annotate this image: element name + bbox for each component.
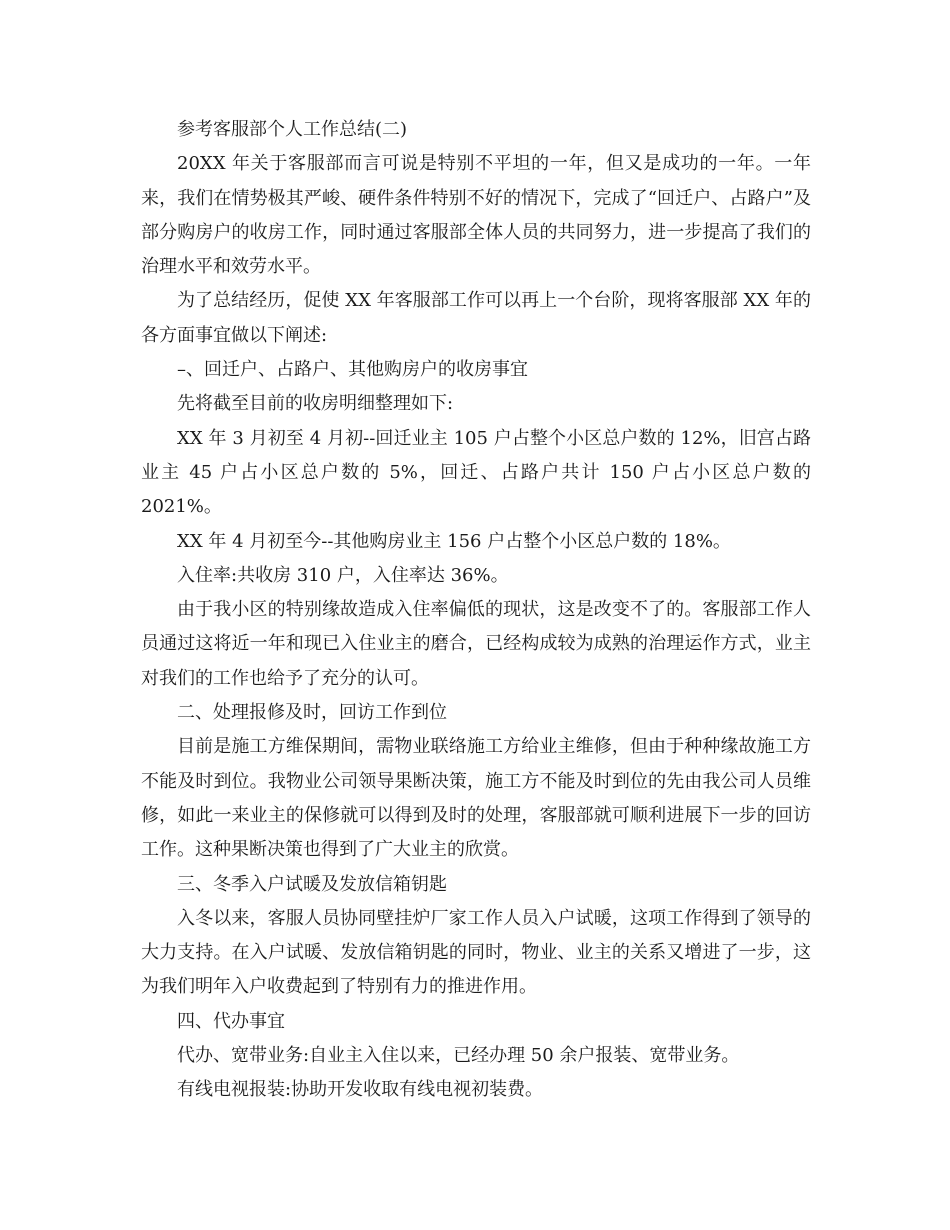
- paragraph-heating: 入冬以来，客服人员协同壁挂炉厂家工作人员入户试暖，这项工作得到了领导的大力支持。在入户试暖、发放信箱钥匙的同时，物业、业主的关系又增进了一步，这为我们明年入户收费起到了特别有力的推进作用。: [141, 907, 811, 998]
- section-heading-3: 三、冬季入户试暖及发放信箱钥匙: [177, 873, 447, 895]
- paragraph-intro: 20XX 年关于客服部而言可说是特别不平坦的一年，但又是成功的一年。一年来，我们在情势极其严峻、硬件条件特别不好的情况下，完成了“回迁户、占路户”及部分购房户的收房工作，同时通过客服部全体人员的共同努力，进一步提高了我们的治理水平和效劳水平。: [141, 153, 811, 278]
- paragraph-occupancy-rate: 入住率:共收房 310 户，入住率达 36%。: [177, 564, 509, 586]
- paragraph-summary-lead: 先将截至目前的收房明细整理如下:: [177, 393, 454, 415]
- paragraph-repairs: 目前是施工方维保期间，需物业联络施工方给业主维修，但由于种种缘故施工方不能及时到位。我物业公司领导果断决策，施工方不能及时到位的先由我公司人员维修，如此一来业主的保修就可以得到及时的处理，客服部就可顺利进展下一步的回访工作。这种果断决策也得到了广大业主的欣赏。: [141, 736, 811, 861]
- section-heading-4: 四、代办事宜: [177, 1010, 285, 1032]
- paragraph-cable-tv: 有线电视报装:协助开发收取有线电视初装费。: [177, 1079, 544, 1101]
- paragraph-stats-returning: XX 年 3 月初至 4 月初--回迁业主 105 户占整个小区总户数的 12%，旧宫占路业主 45 户占小区总户数的 5%，回迁、占路户共计 150 户占小区总户数的 2021%。: [141, 427, 811, 518]
- section-heading-2: 二、处理报修及时，回访工作到位: [177, 702, 447, 724]
- paragraph-purpose: 为了总结经历，促使 XX 年客服部工作可以再上一个台阶，现将客服部 XX 年的各方面事宜做以下阐述:: [141, 290, 811, 346]
- document-body: [141, 113, 811, 1108]
- document-title: 参考客服部个人工作总结(二): [177, 119, 408, 140]
- paragraph-stats-buyers: XX 年 4 月初至今--其他购房业主 156 户占整个小区总户数的 18%。: [177, 530, 731, 552]
- paragraph-occupancy-note: 由于我小区的特别缘故造成入住率偏低的现状，这是改变不了的。客服部工作人员通过这将近一年和现已入住业主的磨合，已经构成较为成熟的治理运作方式，业主对我们的工作也给予了充分的认可。: [141, 599, 811, 689]
- section-heading-1: –、回迁户、占路户、其他购房户的收房事宜: [177, 359, 528, 381]
- paragraph-broadband: 代办、宽带业务:自业主入住以来，已经办理 50 余户报装、宽带业务。: [177, 1045, 740, 1067]
